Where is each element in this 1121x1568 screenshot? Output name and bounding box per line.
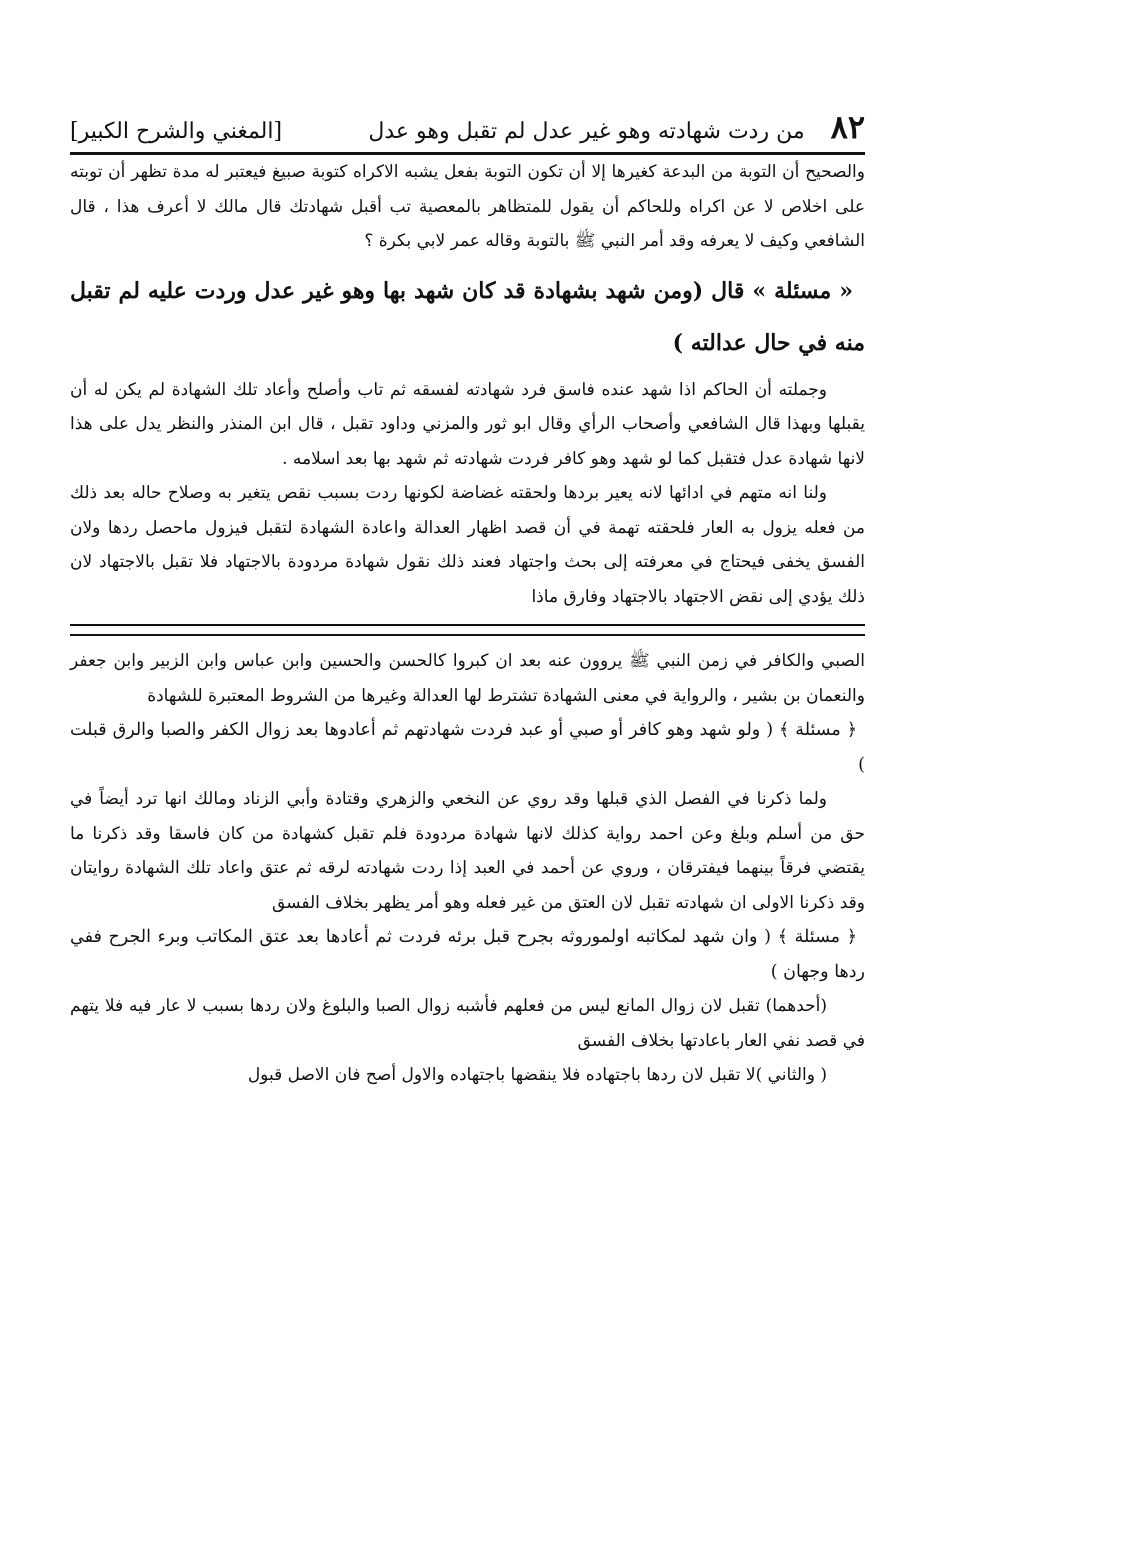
book-title: [المغني والشرح الكبير] — [70, 119, 283, 144]
commentary-section — [70, 644, 865, 1093]
paragraph-tawba: والصحيح أن التوبة من البدعة كغيرها إلا أن تكون التوبة بفعل يشبه الاكراه كتوبة صبيغ فيعتبر له مدة تظهر أن توبته على اخلاص لا عن اكراه وللحاكم أن يقول للمتظاهر بالمعصية تب أقبل شهادتك قال مالك لا أعرف هذا ، قال الشافعي وكيف لا يعرفه وقد أمر النبي ﷺ بالتوبة وقاله عمر لابي بكرة ؟ — [70, 162, 865, 251]
section-divider — [70, 624, 865, 636]
main-text-section — [70, 155, 865, 614]
page-number: ٨٢ — [830, 108, 865, 146]
paragraph-sabi: الصبي والكافر في زمن النبي ﷺ يروون عنه بعد ان كبروا كالحسن والحسين وابن عباس وابن الزبير وابن جعفر والنعمان بن بشير ، والرواية في معنى الشهادة تشترط لها العدالة وغيرها من الشروط المعتبرة للشهادة — [70, 651, 865, 706]
paragraph-lama-dhakarna: ولما ذكرنا في الفصل الذي قبلها وقد روي عن النخعي والزهري وقتادة وأبي الزناد ومالك انها ترد أيضاً في حق من أسلم وبلغ وعن احمد رواية كذلك لانها شهادة مردودة فلم تقبل كشهادة من كان فاسقا وقد ذكرنا ما يقتضي فرقاً بينهما فيفترقان ، وروي عن أحمد في العبد إذا ردت شهادته لرقه ثم عتق واعاد تلك الشهادة روايتان وقد ذكرنا الاولى ان شهادته تقبل لان العتق من غير فعله وهو أمر يظهر بخلاف الفسق — [70, 789, 865, 913]
running-title: من ردت شهادته وهو غير عدل لم تقبل وهو عدل — [368, 119, 805, 144]
document-page — [70, 108, 865, 1093]
paragraph-thani: ( والثاني )لا تقبل لان ردها باجتهاده فلا ينقضها باجتهاده والاول أصح فان الاصل قبول — [247, 1065, 827, 1085]
page-header — [70, 108, 865, 155]
paragraph-jumlatuh: وجملته أن الحاكم اذا شهد عنده فاسق فرد شهادته لفسقه ثم تاب وأصلح وأعاد تلك الشهادة لم يكن له أن يقبلها وبهذا قال الشافعي وأصحاب الرأي وقال ابو ثور والمزني وداود تقبل ، قال ابن المنذر والنظر يدل على هذا لانها شهادة عدل فتقبل كما لو شهد وهو كافر فردت شهادته ثم شهد بها بعد اسلامه . — [70, 379, 865, 469]
masala-heading-main: « مسئلة » قال (ومن شهد بشهادة قد كان شهد بها وهو غير عدل وردت عليه لم تقبل منه في حال عدالته ) — [70, 277, 865, 356]
masala-heading-kafir: ﴿ مسئلة ﴾ ( ولو شهد وهو كافر أو صبي أو عبد فردت شهادتهم ثم أعادوها بعد زوال الكفر والصبا والرق قبلت ) — [70, 720, 865, 775]
paragraph-walana: ولنا انه متهم في ادائها لانه يعير بردها ولحقته غضاضة لكونها ردت بسبب نقص يتغير به وصلاح حاله بعد ذلك من فعله يزول به العار فلحقته تهمة في أن قصد اظهار العدالة واعادة الشهادة لتقبل فيزول ماحصل ردها ولان الفسق يخفى فيحتاج في معرفته إلى بحث واجتهاد فعند ذلك نقول شهادة مردودة بالاجتهاد فلا تقبل بالاجتهاد لان ذلك يؤدي إلى نقض الاجتهاد بالاجتهاد وفارق ماذا — [70, 483, 865, 607]
paragraph-ahaduhuma: (أحدهما) تقبل لان زوال المانع ليس من فعلهم فأشبه زوال الصبا والبلوغ ولان ردها بسبب لا عار فيه فلا يتهم في قصد نفي العار باعادتها بخلاف الفسق — [70, 996, 865, 1051]
masala-heading-mukatab: ﴿ مسئلة ﴾ ( وان شهد لمكاتبه اولموروثه بجرح قبل برئه فردت ثم أعادها بعد عتق المكاتب وبرء الجرح ففي ردها وجهان ) — [70, 927, 865, 982]
